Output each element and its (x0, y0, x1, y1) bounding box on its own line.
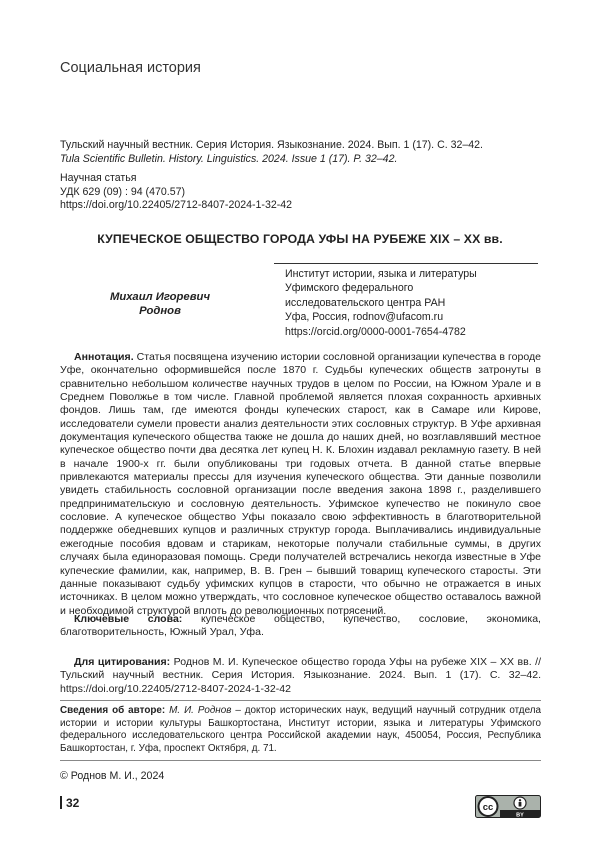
keywords-text: купеческое общество, купечество, сословие, экономика, благотворительность, Южный Урал, Уфа. (60, 613, 541, 639)
udc-code: УДК 629 (09) : 94 (470.57) (60, 185, 186, 198)
author-name (60, 290, 260, 318)
author-affiliation (285, 267, 545, 339)
page-number (60, 796, 79, 810)
author-name-line1: Михаил Игоревич (109, 291, 211, 303)
abstract (60, 351, 541, 618)
author-name-line2: Роднов (139, 305, 181, 317)
copyright: © Роднов М. И., 2024 (60, 770, 165, 782)
journal-ru: Тульский научный вестник. Серия История. Языкознание. 2024. Вып. 1 (17). С. 32–42. (60, 139, 484, 151)
about-text: – доктор исторических наук, ведущий научный сотрудник отдела истории и истории культуры Башкортостана, Институт истории, языка и литературы Уфимского федерального исследовательского центра Российской академии наук, 450054, Россия, Республика Башкортостан, г. Уфа, проспект Октября, д. 71. (60, 705, 541, 754)
journal-reference (60, 139, 540, 166)
article-meta (60, 172, 540, 213)
divider (60, 760, 541, 761)
about-name: М. И. Роднов (169, 705, 232, 716)
abstract-text: Статья посвящена изучению истории сословной организации купечества в городе Уфе, окончательно оформившейся после 1870 г. Судьбы купеческих обществ затронуты в сравнительно небольшом количестве научных трудов в целом по России, на Южном Урале и в Среднем Поволжье в том числе. Главной проблемой является плохая сохранность архивных фондов. Лишь там, где имеются фонды купеческих старост, как в Самаре или Кирове, исследователи сумели провести анализ деятельности этих сословных структур. В Уфе архивная документация купеческого общества также не дошла до наших дней, но возглавлявший местное купеческое общество почти два десятка лет купец Н. К. Блохин издавал рекламную газету. В ней в начале 1900-х гг. были опубликованы три годовых отчета. В данной статье впервые привлекаются материалы прессы для изучения купеческого общества. Эти данные позволили увидеть стабильность сословной организации после введения закона 1898 г., разделившего предпринимательскую и сословную деятельность. Уфимское купечество не покинуло свое сословие. А купеческое общество Уфы показало свою эффективность в благотворительной поддержке обедневших купцов и различных структур города. Выплачивались индивидуальные ежегодные пособия вдовам и старикам, некоторые получали стабильные суммы, в других случаях была единоразовая помощь. Среди получателей встречались некогда известные в Уфе купеческие фамилии, как, например, В. В. Грен – бывший товарищ купеческого старосты. Эти данные показывают судьбу уфимских купцов в старости, что обычно не отражается в иных источниках. В целом можно утверждать, что сословное купеческое общество оставалось важной и необходимой структурой вплоть до революционных потрясений. (60, 351, 541, 617)
article-type: Научная статья (60, 172, 137, 184)
page-number-value: 32 (66, 796, 80, 810)
cc-by-badge (475, 795, 541, 818)
affiliation-email[interactable]: Уфа, Россия, rodnov@ufacom.ru (285, 311, 444, 324)
affiliation-line: Уфимского федерального (285, 282, 414, 295)
divider (60, 700, 541, 701)
journal-en: Tula Scientific Bulletin. History. Linguistics. 2024. Issue 1 (17). P. 32–42. (60, 152, 398, 165)
section-heading: Социальная история (60, 60, 201, 76)
svg-text:cc: cc (482, 802, 494, 813)
doi-link[interactable]: https://doi.org/10.22405/2712-8407-2024-1-32-42 (60, 199, 293, 211)
affiliation-line: Институт истории, языка и литературы (285, 268, 477, 280)
citation-text: Роднов М. И. Купеческое общество города Уфы на рубеже XIX – XX вв. // Тульский научный вестник. Серия История. Языкознание. 2024. Вып. 1 (17). С. 32–42. https://doi.org/10.22405/2712-8407-2024-1-32-42 (60, 656, 542, 695)
about-label: Сведения об авторе: (60, 705, 166, 716)
keywords (60, 613, 541, 640)
affiliation-line: исследовательского центра РАН (285, 296, 446, 309)
about-author (60, 705, 541, 755)
keywords-label: Ключевые слова: (74, 613, 183, 625)
abstract-label: Аннотация. (74, 351, 134, 363)
page-bar (60, 796, 62, 809)
affiliation-divider (274, 263, 538, 264)
citation-label: Для цитирования: (74, 656, 171, 668)
cc-by-label: BY (516, 812, 524, 818)
article-title: КУПЕЧЕСКОЕ ОБЩЕСТВО ГОРОДА УФЫ НА РУБЕЖЕ XIX – XX вв. (97, 232, 503, 246)
citation (60, 656, 541, 696)
orcid-link[interactable]: https://orcid.org/0000-0001-7654-4782 (285, 325, 466, 338)
cc-by-icon[interactable] (475, 795, 541, 818)
